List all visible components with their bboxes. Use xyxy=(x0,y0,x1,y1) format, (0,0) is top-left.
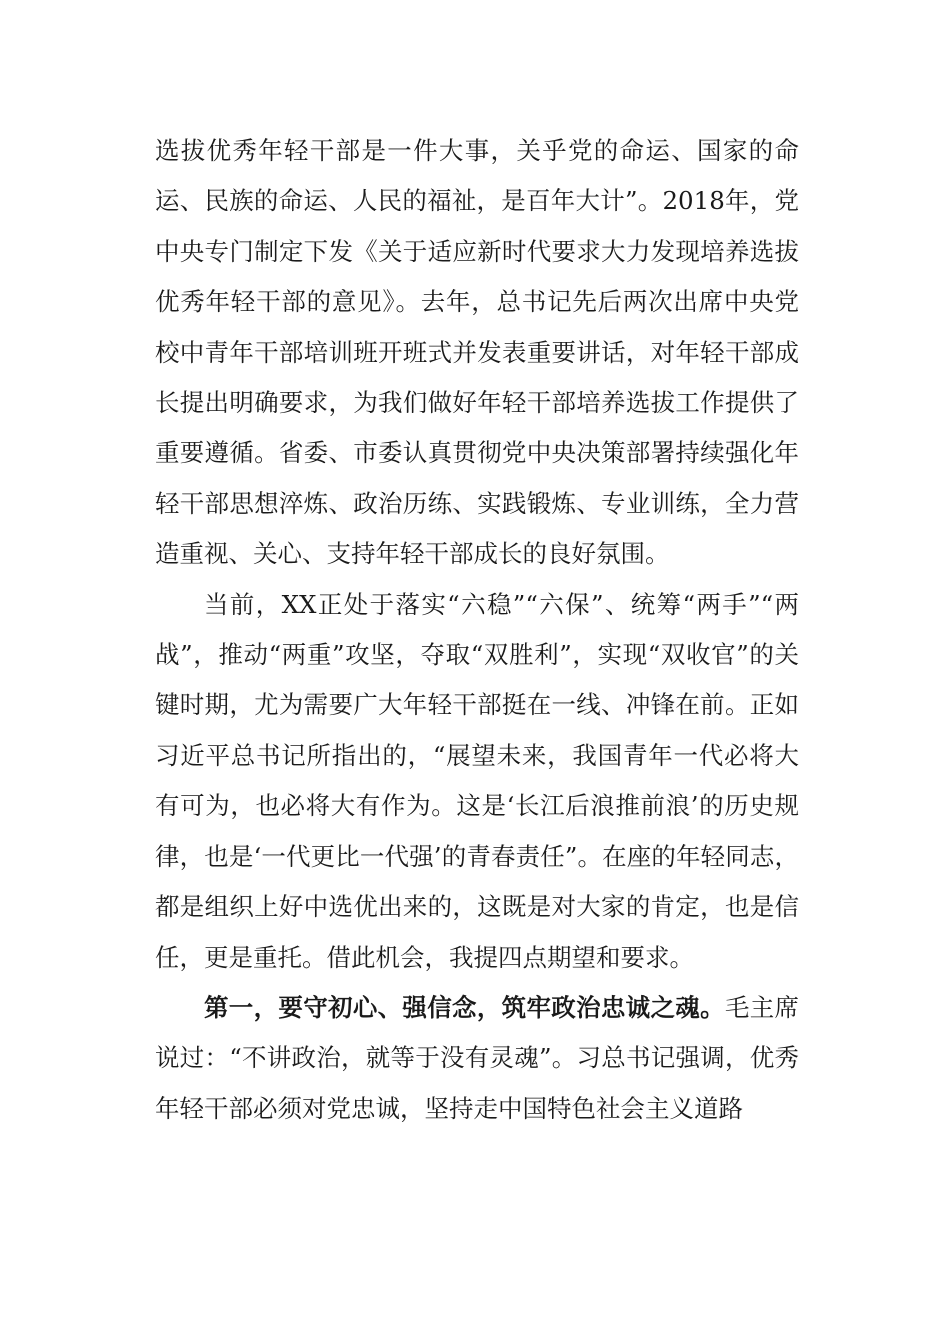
paragraph-1 xyxy=(155,126,799,580)
paragraph-2-text: 当前，XX正处于落实“六稳”“六保”、统筹“两手”“两战”，推动“两重”攻坚，夺取“双胜利”，实现“双收官”的关键时期，尤为需要广大年轻干部挺在一线、冲锋在前。正如习近平总书记所指出的，“展望未来，我国青年一代必将大有可为，也必将大有作为。这是‘长江后浪推前浪’的历史规律，也是‘一代更比一代强’的青春责任”。在座的年轻同志，都是组织上好中选优出来的，这既是对大家的肯定，也是信任，更是重托。借此机会，我提四点期望和要求。 xyxy=(155,589,799,972)
paragraph-3 xyxy=(155,983,799,1134)
paragraph-3-heading: 第一，要守初心、强信念，筑牢政治忠诚之魂。 xyxy=(204,992,725,1022)
paragraph-3-text: 毛主席说过：“不讲政治，就等于没有灵魂”。习总书记强调，优秀年轻干部必须对党忠诚，坚持走中国特色社会主义道路 xyxy=(155,992,799,1123)
paragraph-2 xyxy=(155,580,799,983)
document-body xyxy=(155,126,799,1134)
paragraph-1-text: 选拔优秀年轻干部是一件大事，关乎党的命运、国家的命运、民族的命运、人民的福祉，是百年大计”。2018年，党中央专门制定下发《关于适应新时代要求大力发现培养选拔优秀年轻干部的意见》。去年，总书记先后两次出席中央党校中青年干部培训班开班式并发表重要讲话，对年轻干部成长提出明确要求，为我们做好年轻干部培养选拔工作提供了重要遵循。省委、市委认真贯彻党中央决策部署持续强化年轻干部思想淬炼、政治历练、实践锻炼、专业训练，全力营造重视、关心、支持年轻干部成长的良好氛围。 xyxy=(155,136,799,569)
